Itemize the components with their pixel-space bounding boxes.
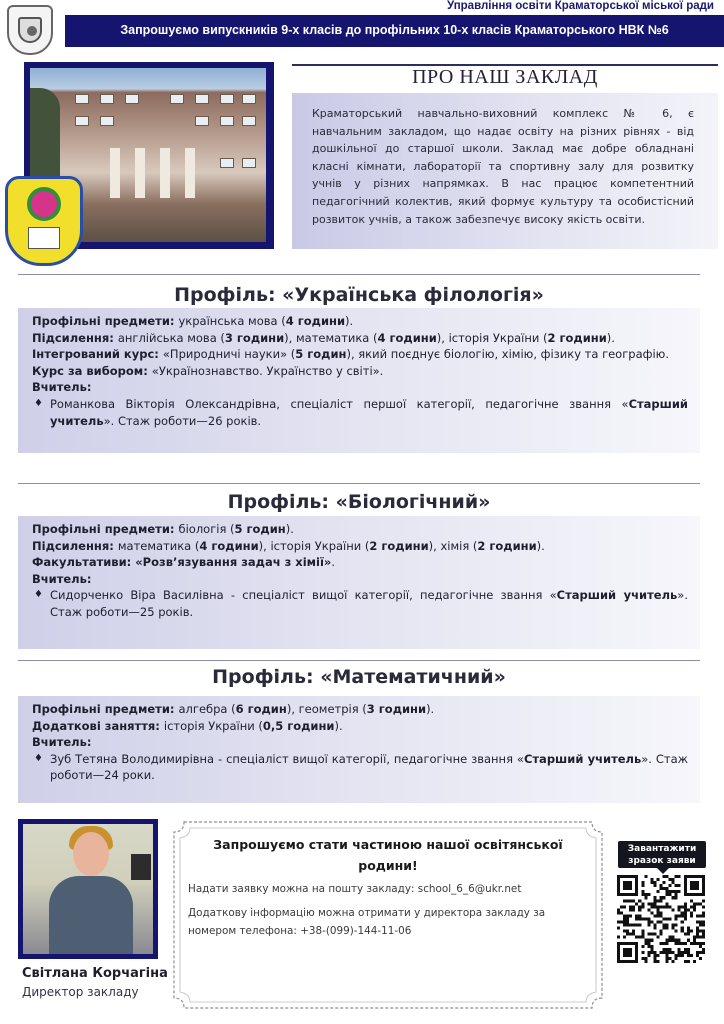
diamond-bullet-icon: ♦ [34,752,43,764]
diamond-bullet-icon: ♦ [34,589,43,601]
text-run: алгебра ( [178,702,236,716]
download-label-line2: зразок заяви [628,856,696,866]
text-run: англійська мова ( [117,330,225,345]
text-run: Вчитель: [32,571,92,586]
text-run: 2 години [477,538,537,553]
text-run: Інтегрований курс: [32,347,163,362]
text-run: українська мова ( [178,314,286,328]
text-run: ), хімія ( [428,538,478,553]
download-pointer-icon [657,868,669,874]
profile-line [32,538,688,555]
profile-title: Профіль: «Біологічний» [227,491,491,513]
text-run: біологія ( [178,522,235,536]
text-run: Додаткові заняття: [32,718,164,733]
download-form-label[interactable] [618,841,706,868]
text-run: . [331,555,336,570]
text-run: історія України ( [163,718,263,733]
text-run: 6 годин [235,702,287,716]
profile-line [32,363,688,380]
text-run: ». Стаж роботи—26 років. [103,413,262,428]
teacher-text [50,396,688,429]
text-run: 2 години [369,538,429,553]
teacher-item [32,751,688,784]
profile-line [32,571,688,588]
text-run: Факультативи: [32,555,136,570]
text-run: Профільні предмети: [32,314,179,328]
text-run: ). [345,314,354,328]
text-run: 5 годин [295,347,347,362]
text-run: ». Стаж роботи—24 роки. [50,751,688,783]
invite-title: Запрошуємо стати частиною нашої освітянської родини! [213,837,563,873]
teacher-item [32,587,688,620]
text-run: ), історія України ( [436,330,548,345]
text-run: ), який поєднує біологію, хімію, фізику та географію. [346,347,669,362]
text-run: ), історія України ( [258,538,370,553]
profile-line [32,554,688,571]
profile-divider [18,274,700,275]
text-run: 4 години [377,330,437,345]
profile-panel [18,308,700,453]
text-run: 4 години [199,538,259,553]
profile-line [32,718,688,735]
profile-line [32,313,688,330]
text-run: 4 години [285,314,346,328]
profile-title: Профіль: «Математичний» [212,666,506,688]
text-run: 0,5 години [262,718,335,733]
text-run: Зуб Тетяна Володимирівна - спеціаліст вищої категорії, педагогічне звання « [50,751,524,766]
text-run: Підсилення: [32,538,118,553]
text-run: 3 години [224,330,285,345]
diamond-bullet-icon: ♦ [34,397,43,409]
profile-panel [18,696,700,803]
profile-line [32,330,688,347]
text-run: Курс за вибором: [32,363,152,378]
banner-title: Запрошуємо випускників 9-х класів до профільних 10-х класів Краматорського НВК №6 [120,23,669,37]
text-run: ). [536,538,545,553]
text-run: 3 години [366,702,427,716]
text-run: ), математика ( [284,330,378,345]
text-run: Профільні предмети: [32,702,179,716]
text-run: математика ( [117,538,200,553]
city-crest-logo [0,0,62,62]
profile-line [32,734,688,751]
text-run: Старший учитель [556,588,678,603]
text-run: Вчитель: [32,735,92,750]
profile-line [32,521,688,538]
teacher-item [32,396,688,429]
director-role: Директор закладу [22,985,139,999]
text-run: Вчитель: [32,380,92,395]
about-title: ПРО НАШ ЗАКЛАД [412,66,598,88]
profile-line [32,346,688,363]
text-run: Старший учитель [50,396,688,428]
qr-code-icon[interactable] [617,875,705,963]
invite-phone-line: Додаткову інформацію можна отримати у директора закладу за номером телефона: +38-(099)-144-11-06 [188,907,546,937]
profile-panel [18,516,700,649]
profile-title: Профіль: «Українська філологія» [174,284,544,306]
text-run: ). [606,330,615,345]
profile-divider [18,660,700,661]
profile-divider [18,483,700,484]
text-run: Старший учитель [523,751,642,766]
text-run: 5 годин [234,522,286,536]
text-run: ), геометрія ( [286,702,367,716]
invitation-banner [65,15,724,47]
text-run: ). [426,702,435,716]
about-text: Краматорський навчально-виховний комплекс № 6, є навчальним закладом, що надає освіту на різних рівнях - від дошкільної до старшої школи. Заклад має добре обладнані класні кімнати, лабораторії та спортивну залу для розвитку учнів у різних напрямках. В нас працює компетентний педагогічний колектив, який формує культуру та особистісний розвиток учнів, а також забезпечує високу якість освіти. [312,107,694,226]
text-run: ». Стаж роботи—25 років. [50,588,688,619]
director-name: Світлана Корчагіна [22,966,168,981]
text-run: Підсилення: [32,330,118,345]
profile-line [32,701,688,718]
text-run: Сидорченко Віра Василівна - спеціаліст вищої категорії, педагогічне звання « [50,588,557,603]
teacher-text [50,751,688,784]
about-panel [292,93,718,249]
text-run: 2 години [547,330,607,345]
director-photo [23,824,153,954]
profile-line [32,379,688,396]
organization-name: Управління освіти Краматорської міської ради [447,0,714,12]
text-run: «Природничі науки» ( [162,347,296,362]
text-run: ). [285,522,294,536]
text-run: Профільні предмети: [32,522,179,536]
school-emblem [5,176,83,266]
invite-card [170,818,606,1012]
text-run: Романкова Вікторія Олександрівна, спеціаліст першої категорії, педагогічне звання « [50,396,629,411]
organization-bar [70,0,724,14]
download-label-line1: Завантажити [627,844,697,854]
text-run: ). [334,718,343,733]
invite-email-line: Надати заявку можна на пошту закладу: school_6_6@ukr.net [188,883,522,895]
teacher-text [50,587,688,620]
text-run: «Українознавство. Українство у світі». [151,363,384,378]
text-run: «Розв’язування задач з хімії» [135,555,332,570]
